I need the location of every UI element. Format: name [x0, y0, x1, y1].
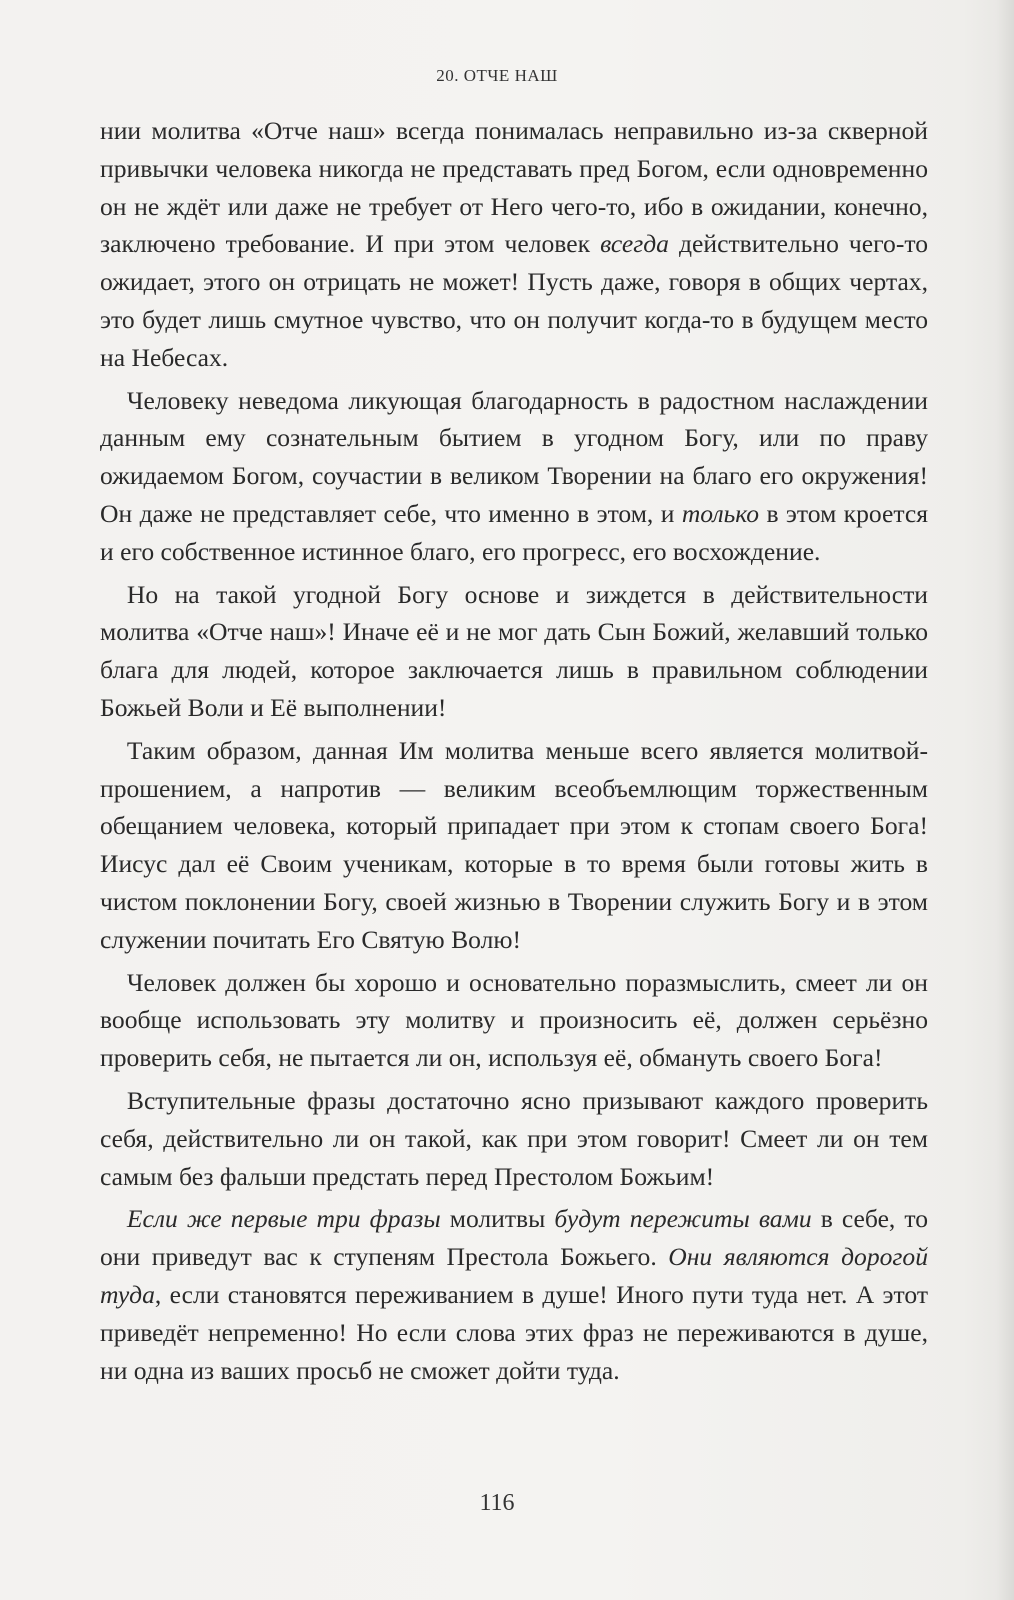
page-number: 116	[479, 1490, 515, 1516]
paragraph-7-text-3: , если становятся переживанием в душе! Иного пути туда нет. А этот приведёт непременно! Но если слова этих фраз не переживаются в душе, ни одна из ваших просьб не сможет дойти туда.	[100, 1279, 928, 1385]
paragraph-6	[100, 1082, 928, 1195]
paragraph-4	[100, 732, 928, 959]
paragraph-7-italic-3: Они являются дорогой туда	[100, 1242, 928, 1309]
paragraph-7	[100, 1200, 928, 1389]
paragraph-2	[100, 382, 928, 571]
paragraph-5-text-1: Человек должен бы хорошо и основательно поразмыслить, смеет ли он вообще использовать эту молитву и произносить её, должен серьёзно проверить себя, не пытается ли он, используя её, обмануть своего Бога!	[100, 967, 928, 1073]
paragraph-4-text-1: Таким образом, данная Им молитва меньше всего является молитвой-прошением, а напротив — великим всеобъемлющим торжественным обещанием человека, который припадает при этом к стопам своего Бога! Иисус дал её Своим ученикам, которые в то время были готовы жить в чистом поклонении Богу, своей жизнью в Творении служить Богу и в этом служении почитать Его Святую Волю!	[100, 735, 928, 954]
paragraph-1-text-2: действительно чего-то ожидает, этого он отрицать не может! Пусть даже, говоря в общих чертах, это будет лишь смутное чувство, что он получит когда-то в будущем место на Небесах.	[100, 229, 928, 372]
paragraph-3	[100, 576, 928, 727]
paragraph-2-text-2: в этом кроется и его собственное истинное благо, его прогресс, его восхождение.	[100, 498, 928, 566]
running-head: 20. ОТЧЕ НАШ	[436, 66, 558, 85]
paragraph-2-italic-1: только	[681, 498, 760, 528]
paragraph-7-italic-2: будут пережиты вами	[554, 1204, 812, 1234]
body-text	[100, 112, 928, 1394]
paragraph-1-italic-1: всегда	[600, 229, 669, 259]
paragraph-1-text-1: нии молитва «Отче наш» всегда понималась неправильно из-за скверной привычки человека никогда не представать пред Богом, если одновременно он не ждёт или даже не требует от Него чего-то, ибо в ожидании, конечно, заключено требование. И при этом человек	[100, 116, 928, 259]
paragraph-7-text-1: молитвы	[440, 1204, 555, 1234]
paragraph-6-text-1: Вступительные фразы достаточно ясно призывают каждого проверить себя, действительно ли он такой, как при этом говорит! Смеет ли он тем самым без фальши предстать перед Престолом Божьим!	[100, 1085, 928, 1191]
paragraph-7-italic-1: Если же первые три фразы	[126, 1204, 441, 1234]
paragraph-5	[100, 964, 928, 1077]
paragraph-1	[100, 112, 928, 377]
paragraph-2-text-1: Человеку неведома ликующая благодарность в радостном наслаждении данным ему сознательным бытием в угодном Богу, или по праву ожидаемом Богом, соучастии в великом Творении на благо его окружения! Он даже не представляет себе, что именно в этом, и	[100, 385, 928, 528]
paragraph-3-text-1: Но на такой угодной Богу основе и зиждется в действительности молитва «Отче наш»! Иначе её и не мог дать Сын Божий, желавший только блага для людей, которое заключается лишь в правильном соблюдении Божьей Воли и Её выполнении!	[100, 579, 928, 722]
page-edge-shadow	[996, 0, 1014, 1600]
paragraph-7-text-2: в себе, то они приведут вас к ступеням Престола Божьего.	[100, 1204, 929, 1272]
